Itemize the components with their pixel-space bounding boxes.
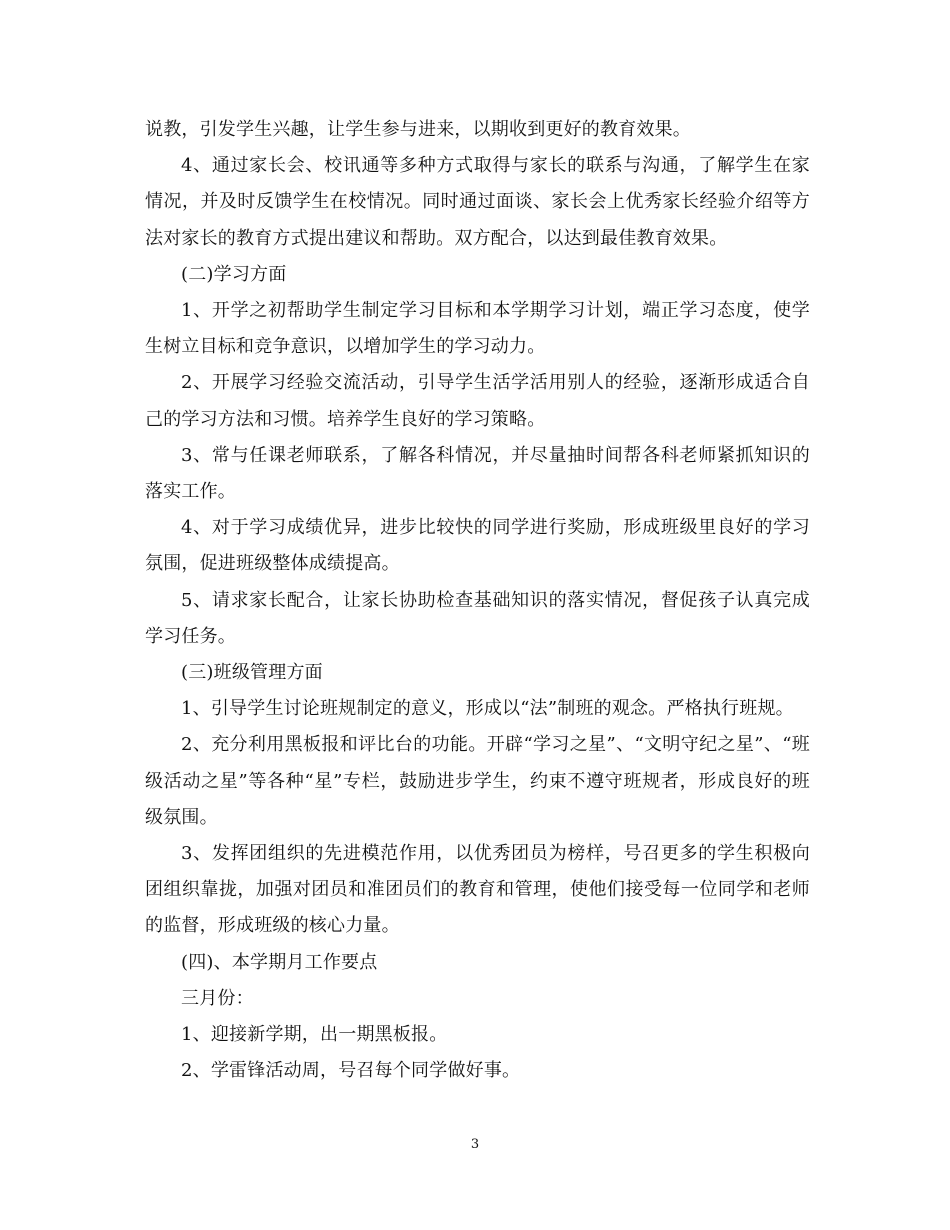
paragraph-home-contact: 4、通过家长会、校讯通等多种方式取得与家长的联系与沟通，了解学生在家情况，并及时反馈学生在校情况。同时通过面谈、家长会上优秀家长经验介绍等方法对家长的教育方式提出建议和帮助。双方配合，以达到最佳教育效果。 bbox=[145, 155, 810, 249]
page-number: 3 bbox=[470, 1137, 480, 1152]
paragraph-continuation: 说教，引发学生兴趣，让学生参与进来，以期收到更好的教育效果。 bbox=[145, 119, 691, 140]
paragraph-blackboard: 2、充分利用黑板报和评比台的功能。开辟“学习之星”、“文明守纪之星”、“班级活动之星”等各种“星”专栏，鼓励进步学生，约束不遵守班规者，形成良好的班级氛围。 bbox=[145, 734, 810, 828]
paragraph-study-goals: 1、开学之初帮助学生制定学习目标和本学期学习计划，端正学习态度，使学生树立目标和竞争意识，以增加学生的学习动力。 bbox=[145, 300, 810, 358]
paragraph-lei-feng-week: 2、学雷锋活动周，号召每个同学做好事。 bbox=[181, 1060, 521, 1082]
document-body bbox=[145, 112, 810, 1089]
month-heading-march: 三月份： bbox=[181, 987, 254, 1009]
section-heading-study: (二)学习方面 bbox=[181, 263, 287, 285]
paragraph-new-term: 1、迎接新学期，出一期黑板报。 bbox=[181, 1024, 448, 1046]
paragraph-league-role: 3、发挥团组织的先进模范作用，以优秀团员为榜样，号召更多的学生积极向团组织靠拢，加强对团员和准团员们的教育和管理，使他们接受每一位同学和老师的监督，形成班级的核心力量。 bbox=[145, 843, 810, 937]
section-heading-class-management: (三)班级管理方面 bbox=[181, 662, 323, 684]
paragraph-parent-cooperation: 5、请求家长配合，让家长协助检查基础知识的落实情况，督促孩子认真完成学习任务。 bbox=[145, 589, 810, 647]
paragraph-class-rules: 1、引导学生讨论班规制定的意义，形成以“法”制班的观念。严格执行班规。 bbox=[181, 698, 794, 720]
paragraph-rewards: 4、对于学习成绩优异，进步比较快的同学进行奖励，形成班级里良好的学习氛围，促进班级整体成绩提高。 bbox=[145, 517, 810, 575]
section-heading-monthly-points: (四)、本学期月工作要点 bbox=[181, 951, 378, 973]
paragraph-study-exchange: 2、开展学习经验交流活动，引导学生活学活用别人的经验，逐渐形成适合自己的学习方法和习惯。培养学生良好的学习策略。 bbox=[145, 372, 810, 430]
paragraph-teacher-contact: 3、常与任课老师联系，了解各科情况，并尽量抽时间帮各科老师紧抓知识的落实工作。 bbox=[145, 444, 810, 503]
